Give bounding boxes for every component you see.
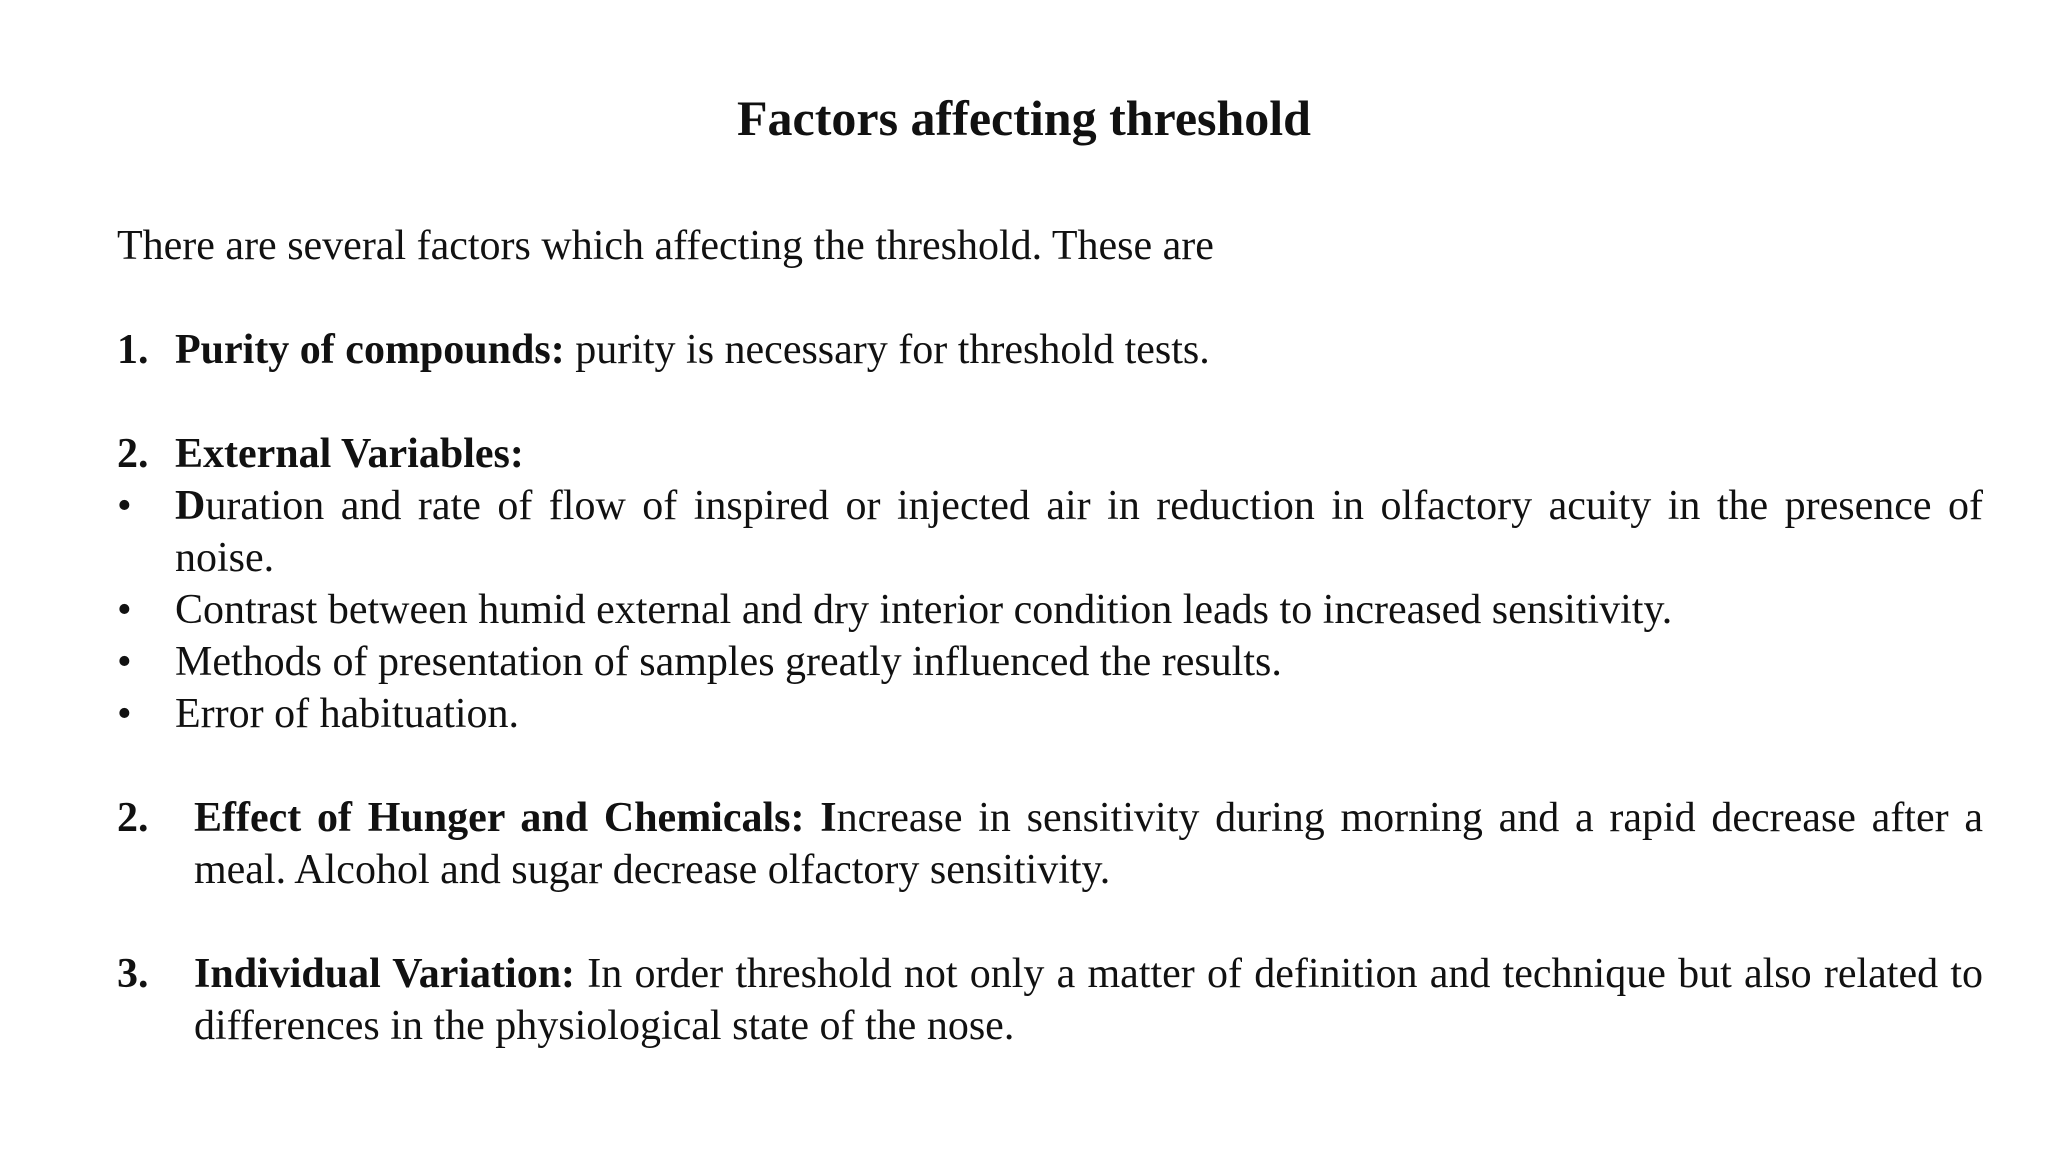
item-heading: Effect of Hunger and Chemicals: — [194, 795, 821, 841]
list-marker: 3. — [117, 951, 149, 997]
bullet-item — [117, 688, 1983, 740]
bullet-icon: • — [117, 483, 132, 529]
bullet-item — [117, 584, 1983, 636]
slide-content — [117, 220, 1983, 1052]
intro-text: There are several factors which affecting the threshold. These are — [117, 223, 1214, 269]
list-item-purity — [117, 324, 1983, 376]
list-item-hunger-chemicals — [117, 792, 1983, 896]
bullet-icon: • — [117, 639, 132, 685]
bullet-text: Contrast between humid external and dry interior condition leads to increased sensitivity. — [175, 587, 1673, 633]
item-heading: Purity of compounds: — [175, 327, 565, 373]
item-heading: Individual Variation: — [194, 951, 576, 997]
bullet-item — [117, 636, 1983, 688]
slide-title: Factors affecting threshold — [737, 90, 1311, 146]
item-text: purity is necessary for threshold tests. — [564, 327, 1210, 373]
bullet-text: uration and rate of flow of inspired or injected air in reduction in olfactory acuity in the presence of noise. — [175, 483, 1983, 581]
list-item-external-variables — [117, 428, 1983, 480]
list-marker: 2. — [117, 431, 149, 477]
bullet-text: Error of habituation. — [175, 691, 520, 737]
item-text: ncrease in sensitivity during morning and a rapid decrease after a meal. Alcohol and sugar decrease olfactory sensitivity. — [194, 795, 1983, 893]
item-text: In order threshold not only a matter of definition and technique but also related to differences in the physiological state of the nose. — [194, 951, 1984, 1049]
item-heading: External Variables: — [175, 431, 524, 477]
list-marker: 2. — [117, 795, 149, 841]
bullet-icon: • — [117, 691, 132, 737]
bullet-item — [117, 480, 1983, 584]
bullet-bold-lead: D — [175, 483, 206, 529]
list-marker: 1. — [117, 327, 149, 373]
bullet-icon: • — [117, 587, 132, 633]
bullet-text: Methods of presentation of samples greatly influenced the results. — [175, 639, 1282, 685]
list-item-individual-variation — [117, 948, 1983, 1052]
item-bold-lead: I — [820, 795, 837, 841]
